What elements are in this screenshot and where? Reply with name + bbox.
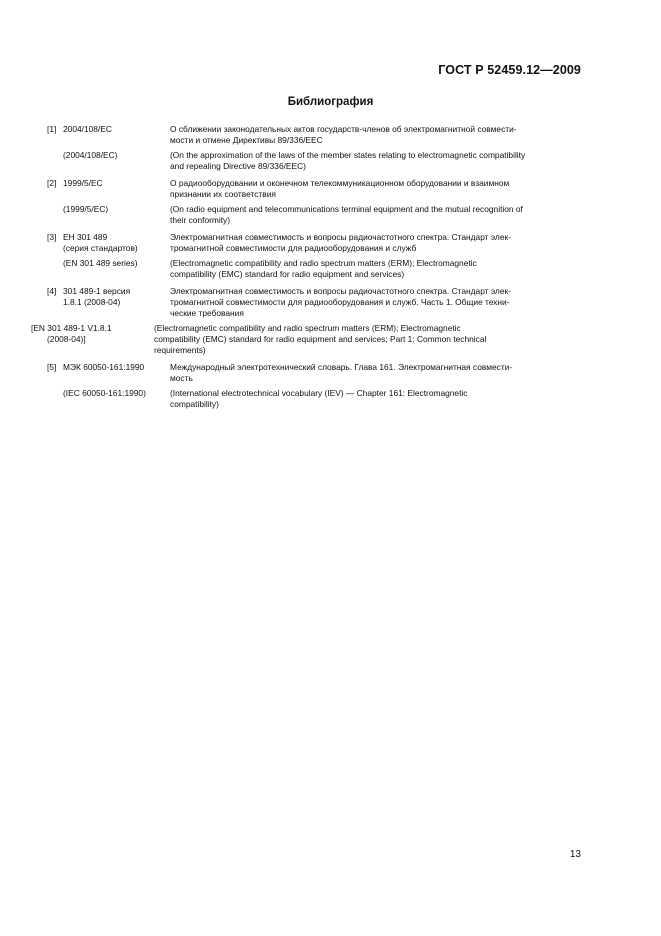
entry-number: [2] [47, 178, 57, 188]
entry-desc-line: О сближении законодательных актов государств-членов об электромагнитной совмести- [170, 124, 517, 134]
bibliography-entry [47, 204, 583, 226]
entry-code-line: 301 489-1 версия [63, 286, 131, 296]
bibliography-entry [47, 286, 583, 319]
bibliography-entry [47, 178, 583, 200]
entry-code-line: ЕН 301 489 [63, 232, 108, 242]
bibliography-entry [47, 258, 583, 280]
entry-desc-line: (On radio equipment and telecommunications terminal equipment and the mutual recognition of [170, 204, 523, 214]
entry-code-line: (серия стандартов) [63, 243, 138, 253]
entry-code [63, 124, 170, 135]
bibliography-entry [47, 232, 583, 254]
entry-code [63, 258, 170, 269]
entry-code-line: 1999/5/EC [63, 178, 103, 188]
entry-description [170, 204, 583, 226]
entry-code-line: МЭК 60050-161:1990 [63, 362, 145, 372]
entry-description [170, 388, 583, 410]
entry-description [170, 286, 583, 319]
entry-code-line: 1.8.1 (2008-04) [63, 297, 121, 307]
entry-description [154, 323, 583, 356]
bibliography-list [31, 124, 583, 416]
entry-description [170, 150, 583, 172]
entry-code-line: (2008-04)] [47, 334, 86, 344]
entry-code [63, 204, 170, 215]
bibliography-entry [47, 388, 583, 410]
entry-code-line: (2004/108/EC) [63, 150, 118, 160]
bibliography-entry [47, 150, 583, 172]
entry-desc-line: ческие требования [170, 308, 244, 318]
entry-description [170, 362, 583, 384]
entry-desc-line: тромагнитной совместимости для радиооборудования и служб. Часть 1. Общие техни- [170, 297, 510, 307]
entry-desc-line: (On the approximation of the laws of the member states relating to electromagnetic compatibility [170, 150, 526, 160]
entry-code-line: (IEC 60050-161:1990) [63, 388, 146, 398]
bibliography-entry [31, 323, 583, 356]
entry-code [63, 232, 170, 254]
entry-desc-line: Электромагнитная совместимость и вопросы радиочастотного спектра. Стандарт элек- [170, 232, 511, 242]
entry-description [170, 258, 583, 280]
entry-code [63, 388, 170, 399]
entry-desc-line: Электромагнитная совместимость и вопросы радиочастотного спектра. Стандарт элек- [170, 286, 511, 296]
entry-desc-line: their conformity) [170, 215, 231, 225]
entry-code-line: 2004/108/EC [63, 124, 112, 134]
entry-number: [4] [47, 286, 57, 296]
entry-description [170, 178, 583, 200]
entry-code [63, 362, 170, 373]
entry-desc-line: compatibility (EMC) standard for radio equipment and services; Part 1: Common technical [154, 334, 487, 344]
entry-number: [5] [47, 362, 57, 372]
entry-code [63, 150, 170, 161]
entry-code-line: (1999/5/EC) [63, 204, 109, 214]
entry-desc-line: (Electromagnetic compatibility and radio spectrum matters (ERM); Electromagnetic [154, 323, 461, 333]
entry-desc-line: requirements) [154, 345, 206, 355]
entry-description [170, 124, 583, 146]
entry-number: [1] [47, 124, 57, 134]
entry-code-line: [EN 301 489-1 V1.8.1 [31, 323, 112, 333]
entry-desc-line: compatibility) [170, 399, 219, 409]
entry-desc-line: and repealing Directive 89/336/EEC) [170, 161, 306, 171]
bibliography-entry [47, 124, 583, 146]
entry-desc-line: О радиооборудовании и оконечном телекоммуникационном оборудовании и взаимном [170, 178, 510, 188]
page-title: Библиография [287, 96, 374, 108]
bibliography-entry [47, 362, 583, 384]
entry-desc-line: признании их соответствия [170, 189, 276, 199]
entry-desc-line: (Electromagnetic compatibility and radio spectrum matters (ERM); Electromagnetic [170, 258, 477, 268]
entry-code [63, 286, 170, 308]
entry-desc-line: тромагнитной совместимости для радиооборудования и служб [170, 243, 417, 253]
entry-desc-line: compatibility (EMC) standard for radio equipment and services) [170, 269, 405, 279]
page-number: 13 [569, 849, 581, 860]
entry-number: [3] [47, 232, 57, 242]
entry-code [63, 178, 170, 189]
entry-desc-line: мости и отмене Директивы 89/336/EEC [170, 135, 323, 145]
entry-description [170, 232, 583, 254]
entry-code [31, 323, 154, 345]
entry-desc-line: (International electrotechnical vocabulary (IEV) — Chapter 161: Electromagnetic [170, 388, 468, 398]
standard-designation: ГОСТ Р 52459.12—2009 [438, 63, 581, 77]
entry-desc-line: мость [170, 373, 193, 383]
entry-code-line: (EN 301 489 series) [63, 258, 138, 268]
entry-desc-line: Международный электротехнический словарь. Глава 161. Электромагнитная совмести- [170, 362, 513, 372]
